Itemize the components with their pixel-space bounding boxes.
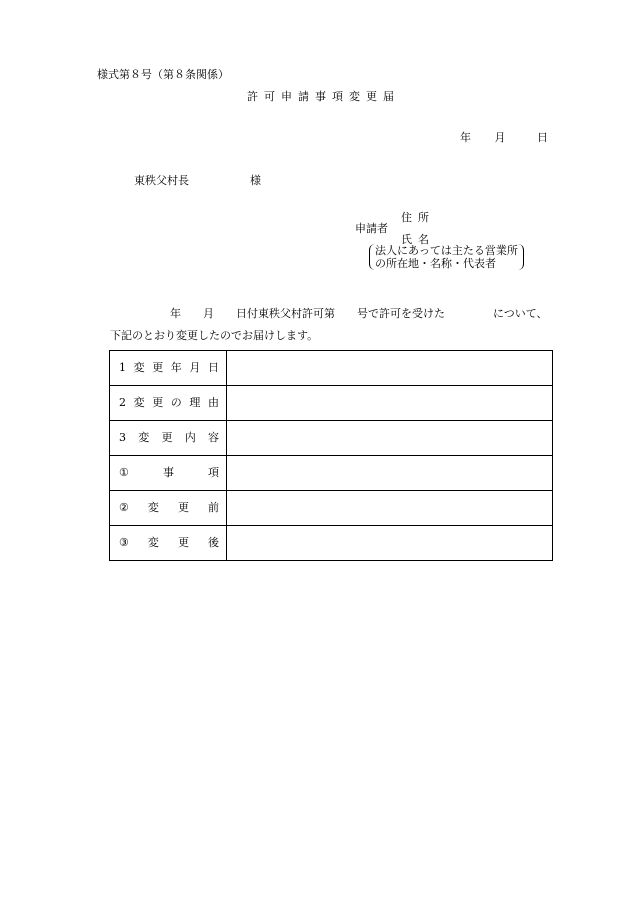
row-label-char: 変 [133, 396, 145, 410]
row-value-field[interactable] [227, 386, 553, 421]
submission-date [460, 131, 548, 144]
row-label-char: 更 [177, 536, 189, 550]
body-year: 年 [170, 307, 181, 320]
corporation-note-line1: 法人にあっては主たる営業所 [375, 244, 518, 257]
row-label-char: 年 [170, 361, 182, 375]
body-text-line1 [170, 307, 548, 320]
corporation-note [369, 244, 524, 270]
table-row [110, 421, 553, 456]
date-day-label: 日 [537, 131, 548, 144]
row-label-char: 更 [161, 431, 173, 445]
row-label-char: 変 [133, 361, 145, 375]
row-label-char: 月 [189, 361, 201, 375]
row-label-char: 更 [177, 501, 189, 515]
row-label [110, 421, 227, 456]
row-label-char: 後 [207, 536, 219, 550]
honorific: 様 [250, 174, 261, 187]
row-label-char: 理 [189, 396, 201, 410]
table-row [110, 456, 553, 491]
row-label-char: 事 [162, 466, 174, 480]
row-label-char: の [170, 396, 182, 410]
form-number: 様式第８号（第８条関係） [97, 68, 229, 81]
body-permit-suffix: 号で許可を受けた [357, 307, 445, 320]
row-label-char: 日 [207, 361, 219, 375]
name-label: 氏名 [401, 233, 435, 246]
document-title: 許可申請事項変更届 [247, 90, 400, 103]
row-label [110, 351, 227, 386]
row-label-char: 内 [184, 431, 196, 445]
table-row [110, 526, 553, 561]
address-label: 住所 [401, 211, 435, 224]
date-month-label: 月 [494, 131, 506, 144]
row-label-char: ① [119, 466, 129, 480]
addressee: 東秩父村長 [134, 174, 189, 187]
row-value-field[interactable] [227, 456, 553, 491]
table-row [110, 351, 553, 386]
row-value-field[interactable] [227, 421, 553, 456]
row-value-field[interactable] [227, 526, 553, 561]
row-label-char: 3 [119, 431, 126, 445]
row-label-char: 1 [119, 361, 126, 375]
row-value-field[interactable] [227, 491, 553, 526]
row-label-char: 変 [147, 501, 159, 515]
row-label-char: 更 [152, 396, 164, 410]
row-label [110, 456, 227, 491]
corporation-note-line2: の所在地・名称・代表者 [375, 257, 496, 271]
row-label-char: ② [119, 501, 129, 515]
row-value-field[interactable] [227, 351, 553, 386]
body-permit-prefix: 日付東秩父村許可第 [236, 307, 335, 320]
row-label-char: 前 [207, 501, 219, 515]
change-details-table [109, 350, 553, 561]
date-year-label: 年 [460, 131, 471, 144]
row-label-char: 容 [208, 431, 219, 445]
row-label-char: 更 [152, 361, 164, 375]
table-row [110, 386, 553, 421]
table-row [110, 491, 553, 526]
applicant-label: 申請者 [355, 222, 388, 235]
body-about: について、 [493, 307, 548, 320]
row-label-char: 2 [119, 396, 126, 410]
row-label-char: 変 [138, 431, 150, 445]
row-label [110, 526, 227, 561]
row-label-char: 項 [208, 466, 219, 480]
row-label [110, 491, 227, 526]
row-label-char: ③ [119, 536, 129, 550]
body-month: 月 [203, 307, 214, 320]
body-text-line2: 下記のとおり変更したのでお届けします。 [110, 329, 319, 342]
row-label-char: 変 [147, 536, 159, 550]
row-label [110, 386, 227, 421]
row-label-char: 由 [207, 396, 219, 410]
